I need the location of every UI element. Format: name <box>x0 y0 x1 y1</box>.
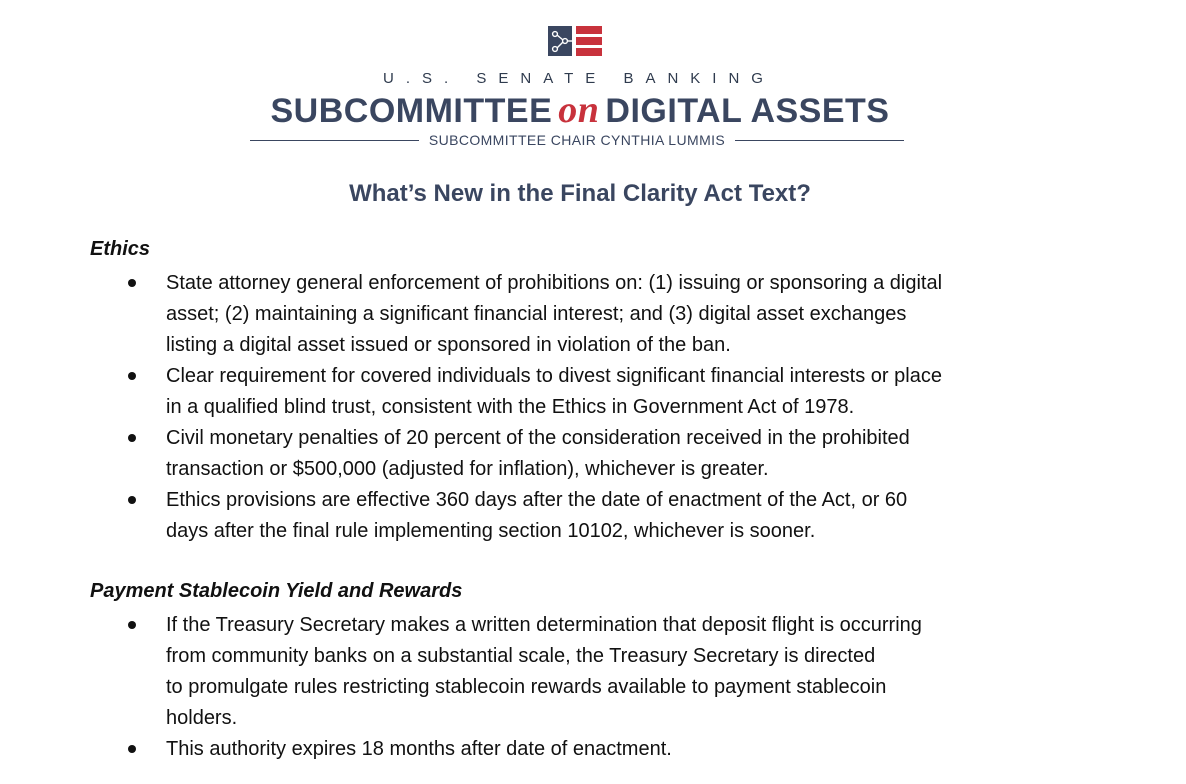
list-item <box>0 610 1186 734</box>
section-heading-stablecoin: Payment Stablecoin Yield and Rewards <box>90 580 463 602</box>
divider-left <box>250 140 419 141</box>
bullet-text-line: to promulgate rules restricting stablecoin rewards available to payment stablecoin <box>166 676 887 698</box>
bullet-text-line: This authority expires 18 months after date of enactment. <box>166 738 672 760</box>
list-item <box>0 268 1186 361</box>
org-name-digital-assets: DIGITAL ASSETS <box>605 92 890 130</box>
letterhead <box>0 0 1186 160</box>
bullet-text-line: State attorney general enforcement of prohibitions on: (1) issuing or sponsoring a digital <box>166 272 943 294</box>
list-item <box>0 734 1186 765</box>
bullet-text-line: from community banks on a substantial scale, the Treasury Secretary is directed <box>166 645 876 667</box>
bullet-dot <box>128 434 136 442</box>
section-heading-ethics: Ethics <box>90 238 151 260</box>
bullet-dot <box>128 496 136 504</box>
org-chair-line <box>250 132 904 148</box>
ethics-bullet-list <box>0 268 1186 547</box>
bullet-text-line: Ethics provisions are effective 360 days after the date of enactment of the Act, or 60 <box>166 489 908 511</box>
bullet-text-line: days after the final rule implementing section 10102, whichever is sooner. <box>166 520 816 542</box>
bullet-text-line: Civil monetary penalties of 20 percent of the consideration received in the prohibited <box>166 427 910 449</box>
list-item <box>0 485 1186 547</box>
chair-name: SUBCOMMITTEE CHAIR CYNTHIA LUMMIS <box>428 132 726 148</box>
list-item <box>0 361 1186 423</box>
bullet-dot <box>128 279 136 287</box>
bullet-dot <box>128 621 136 629</box>
bullet-text-line: in a qualified blind trust, consistent with the Ethics in Government Act of 1978. <box>166 396 855 418</box>
bullet-dot <box>128 372 136 380</box>
bullet-text-line: asset; (2) maintaining a significant financial interest; and (3) digital asset exchanges <box>166 303 907 325</box>
list-item <box>0 423 1186 485</box>
bullet-dot <box>128 745 136 753</box>
org-name-line2 <box>0 88 1160 132</box>
bullet-text-line: holders. <box>166 707 238 729</box>
bullet-text-line: transaction or $500,000 (adjusted for inflation), whichever is greater. <box>166 458 769 480</box>
capitol-flag-logo-icon <box>548 24 602 58</box>
stablecoin-bullet-list <box>0 610 1186 765</box>
document-title: What’s New in the Final Clarity Act Text? <box>349 180 811 207</box>
bullet-text-line: If the Treasury Secretary makes a written determination that deposit flight is occurring <box>166 614 922 636</box>
bullet-text-line: Clear requirement for covered individuals to divest significant financial interests or place <box>166 365 942 387</box>
org-name-on: on <box>558 89 600 131</box>
org-name-line1: U.S. SENATE BANKING <box>383 70 775 87</box>
divider-right <box>735 140 904 141</box>
bullet-text-line: listing a digital asset issued or sponsored in violation of the ban. <box>166 334 731 356</box>
org-name-subcommittee: SUBCOMMITTEE <box>270 92 553 130</box>
